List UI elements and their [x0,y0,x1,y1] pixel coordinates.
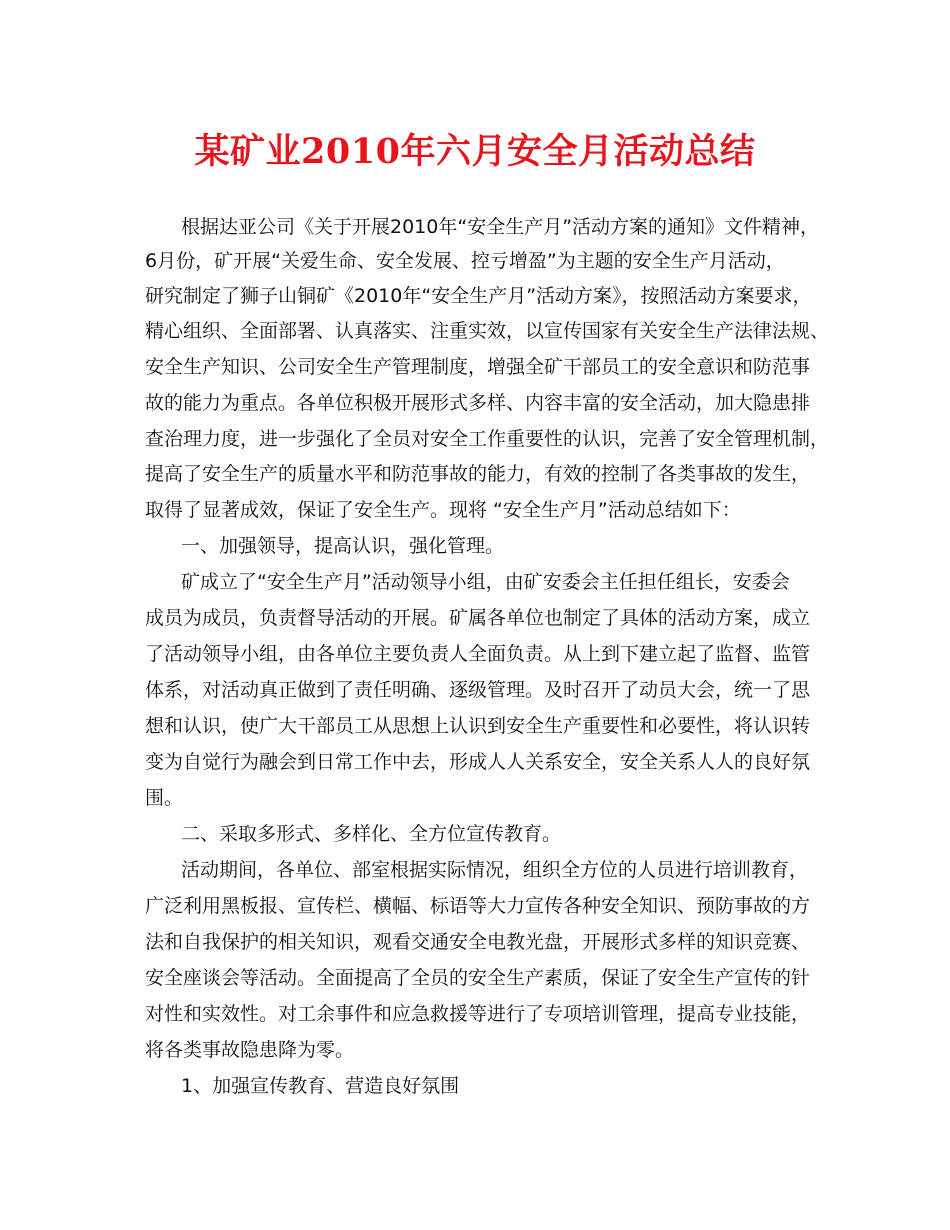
body-line-13: 体系，对活动真正做到了责任明确、逐级管理。及时召开了动员大会，统一了思 [145,679,811,701]
body-line-16: 围。 [145,787,184,809]
body-line-5: 安全生产知识、公司安全生产管理制度，增强全矿干部员工的安全意识和防范事 [145,356,811,378]
body-line-19: 法和自我保护的相关知识，观看交通安全电教光盘，开展形式多样的知识竞赛、 [145,931,811,953]
body-line-11: 成员为成员，负责督导活动的开展。矿属各单位也制定了具体的活动方案，成立 [145,607,811,629]
body-line-9: 取得了显著成效，保证了安全生产。现将 “安全生产月”活动总结如下： [145,499,741,521]
document-title: 某矿业2010年六月安全月活动总结 [194,131,756,172]
body-line-8: 提高了安全生产的质量水平和防范事故的能力，有效的控制了各类事故的发生， [145,463,811,485]
subsection-heading-1: 1、加强宣传教育、营造良好氛围 [181,1075,460,1097]
section-heading-1: 一、加强领导，提高认识，强化管理。 [181,535,505,557]
body-line-17: 活动期间，各单位、部室根据实际情况，组织全方位的人员进行培训教育， [181,859,809,881]
section-heading-2: 二、采取多形式、多样化、全方位宣传教育。 [181,823,562,845]
body-line-4: 精心组织、全面部署、认真落实、注重实效，以宣传国家有关安全生产法律法规、 [145,320,830,342]
body-line-1: 根据达亚公司《关于开展2010年“安全生产月”活动方案的通知》文件精神， [181,216,820,238]
body-line-20: 安全座谈会等活动。全面提高了全员的安全生产素质，保证了安全生产宣传的针 [145,967,811,989]
body-line-21: 对性和实效性。对工余事件和应急救援等进行了专项培训管理，提高专业技能， [145,1003,811,1025]
body-line-14: 想和认识，使广大干部员工从思想上认识到安全生产重要性和必要性，将认识转 [145,715,811,737]
body-line-6: 故的能力为重点。各单位积极开展形式多样、内容丰富的安全活动，加大隐患排 [145,392,811,414]
body-line-18: 广泛利用黑板报、宣传栏、横幅、标语等大力宣传各种安全知识、预防事故的方 [145,895,811,917]
body-line-15: 变为自觉行为融会到日常工作中去，形成人人关系安全，安全关系人人的良好氛 [145,751,811,773]
body-line-22: 将各类事故隐患降为零。 [145,1039,355,1061]
body-line-2: 6月份，矿开展“关爱生命、安全发展、控亏增盈”为主题的安全生产月活动， [145,250,785,272]
body-line-7: 查治理力度，进一步强化了全员对安全工作重要性的认识，完善了安全管理机制， [145,428,830,450]
body-line-12: 了活动领导小组，由各单位主要负责人全面负责。从上到下建立起了监督、监管 [145,643,811,665]
body-line-10: 矿成立了“安全生产月”活动领导小组，由矿安委会主任担任组长，安委会 [181,571,790,593]
body-line-3: 研究制定了狮子山铜矿《2010年“安全生产月”活动方案》，按照活动方案要求， [145,285,812,307]
